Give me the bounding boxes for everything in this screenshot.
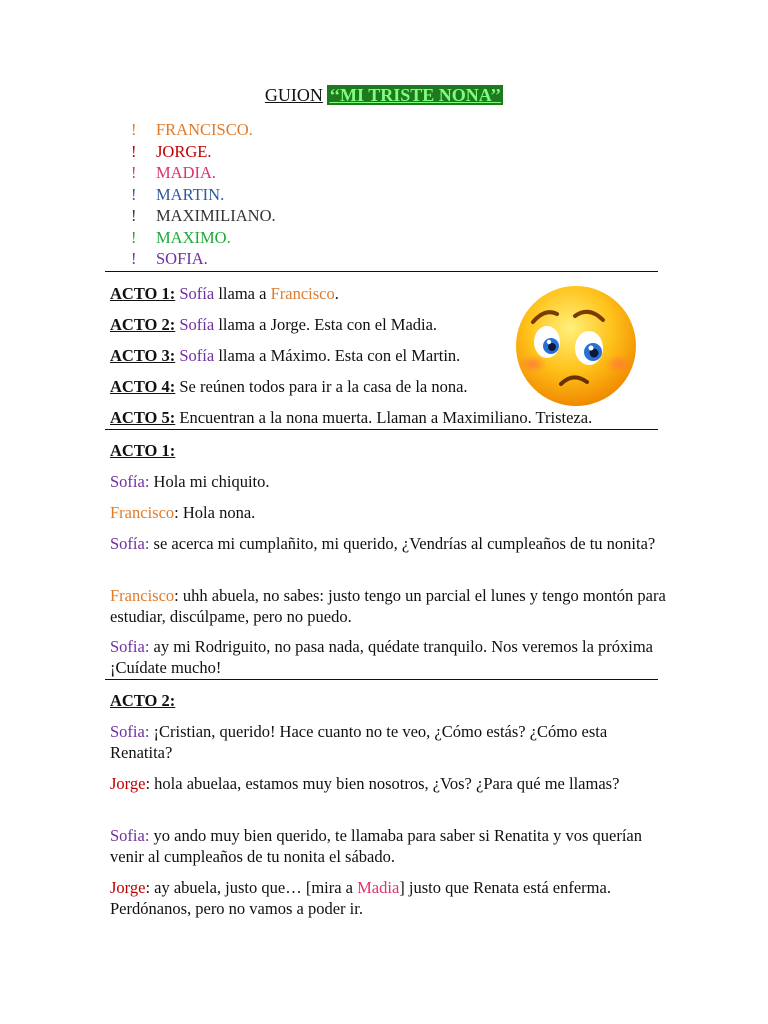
cast-name: MADIA. <box>156 163 217 182</box>
cast-name: MAXIMO. <box>156 227 231 247</box>
cast-item: ! MARTIN. <box>131 184 225 204</box>
dialogue-line: Sofia: ay mi Rodriguito, no pasa nada, quédate tranquilo. Nos veremos la próxima ¡Cuídate mucho! <box>110 637 654 677</box>
divider <box>105 429 658 430</box>
summary-act-2: ACTO 2: Sofía llama a Jorge. Esta con el Madia. <box>110 315 438 334</box>
cast-name: SOFIA. <box>156 249 208 268</box>
cast-name: FRANCISCO. <box>156 120 253 139</box>
summary-act-4: ACTO 4: Se reúnen todos para ir a la casa de la nona. <box>110 377 468 396</box>
dialogue-line: Sofia: yo ando muy bien querido, te llamaba para saber si Renatita y vos querían venir al cumpleaños de tu nonita el sábado. <box>110 826 642 866</box>
summary-act-5: ACTO 5: Encuentran a la nona muerta. Llaman a Maximiliano. Tristeza. <box>110 408 593 427</box>
cast-name: MAXIMILIANO. <box>156 206 276 225</box>
cast-name: MARTIN. <box>156 184 225 204</box>
dialogue-line: Sofía: Hola mi chiquito. <box>110 472 270 491</box>
cast-item: ! JORGE. <box>131 141 212 161</box>
title-highlight: ‘‘MI TRISTE NONA’’ <box>329 85 502 105</box>
dialogue-line: Jorge: ay abuela, justo que… [mira a Madia] justo que Renata está enferma. Perdónanos, pero no vamos a poder ir. <box>110 878 611 918</box>
dialogue-line: Sofia: ¡Cristian, querido! Hace cuanto no te veo, ¿Cómo estás? ¿Cómo esta Renatita? <box>110 722 608 762</box>
cast-name: JORGE. <box>156 141 212 161</box>
divider <box>105 679 658 680</box>
cast-item: ! MAXIMILIANO. <box>131 206 276 225</box>
dialogue-line: Jorge: hola abuelaa, estamos muy bien nosotros, ¿Vos? ¿Para qué me llamas? <box>110 774 620 793</box>
dialogue-line: Francisco: uhh abuela, no sabes: justo tengo un parcial el lunes y tengo montón para estudiar, discúlpame, pero no puedo. <box>110 586 666 626</box>
cast-item: ! FRANCISCO. <box>131 120 253 139</box>
page-title <box>0 85 768 106</box>
act1-heading: ACTO 1: <box>110 441 176 460</box>
divider <box>105 271 658 272</box>
dialogue-line: Sofía: se acerca mi cumplañito, mi querido, ¿Vendrías al cumpleaños de tu nonita? <box>110 534 656 553</box>
sad-face-emoji-icon <box>511 284 641 408</box>
cast-item: ! SOFIA. <box>131 249 208 268</box>
cast-item: ! MAXIMO. <box>131 227 231 247</box>
cast-list <box>131 119 276 270</box>
act2-heading: ACTO 2: <box>110 691 176 710</box>
summary-act-3: ACTO 3: Sofía llama a Máximo. Esta con el Martin. <box>110 346 461 365</box>
cast-item: ! MADIA. <box>131 163 217 182</box>
dialogue-line: Francisco: Hola nona. <box>110 503 256 522</box>
summary-act-1: ACTO 1: Sofía llama a Francisco. <box>110 284 339 303</box>
title-lead: GUION <box>264 85 323 105</box>
